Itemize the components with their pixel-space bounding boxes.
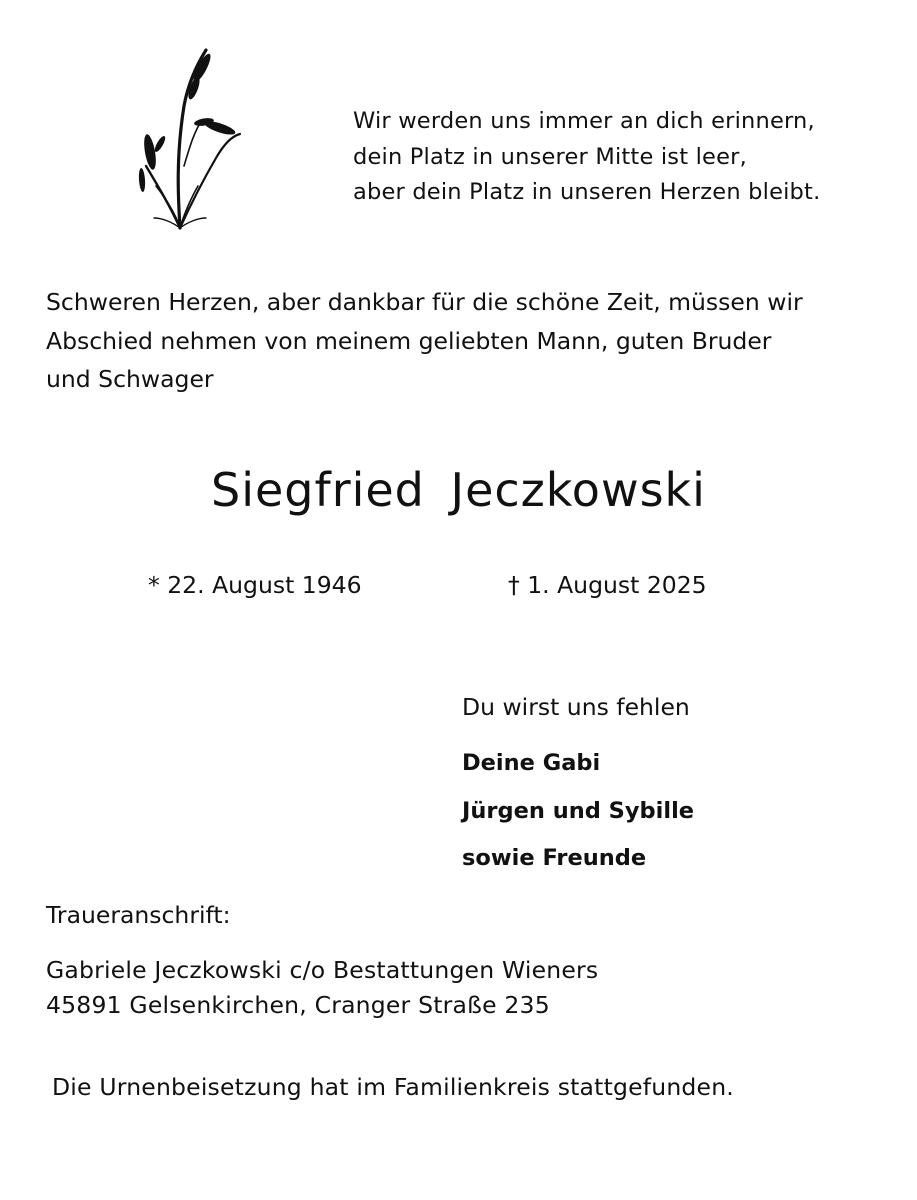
address-line-1: Gabriele Jeczkowski c/o Bestattungen Wieners: [46, 956, 599, 984]
intro-line-2: Abschied nehmen von meinem geliebten Mann, guten Bruder: [46, 326, 772, 355]
burial-note: Die Urnenbeisetzung hat im Familienkreis stattgefunden.: [52, 1073, 734, 1101]
quote-line-2: dein Platz in unserer Mitte ist leer,: [353, 143, 747, 170]
address-label: Traueranschrift:: [46, 901, 231, 929]
intro-line-3: und Schwager: [46, 365, 214, 393]
intro-text: [46, 283, 803, 399]
memorial-quote: [353, 104, 820, 211]
intro-line-1: Schweren Herzen, aber dankbar für die schöne Zeit, müssen wir: [46, 288, 803, 316]
farewell-text: Du wirst uns fehlen: [462, 693, 690, 721]
birth-date: * 22. August 1946: [148, 571, 362, 599]
wheat-ears-icon: [132, 46, 244, 232]
family-member-1: Deine Gabi: [462, 750, 601, 776]
address-line-2: 45891 Gelsenkirchen, Cranger Straße 235: [46, 991, 550, 1019]
quote-line-1: Wir werden uns immer an dich erinnern,: [353, 108, 815, 134]
family-member-3: sowie Freunde: [462, 845, 647, 871]
family-signatures: [462, 740, 694, 883]
quote-line-3: aber dein Platz in unseren Herzen bleibt.: [353, 179, 821, 205]
death-date: † 1. August 2025: [508, 571, 707, 599]
mourning-address: [46, 953, 598, 1023]
family-member-2: Jürgen und Sybille: [462, 797, 695, 824]
deceased-name: Siegfried Jeczkowski: [211, 463, 706, 517]
